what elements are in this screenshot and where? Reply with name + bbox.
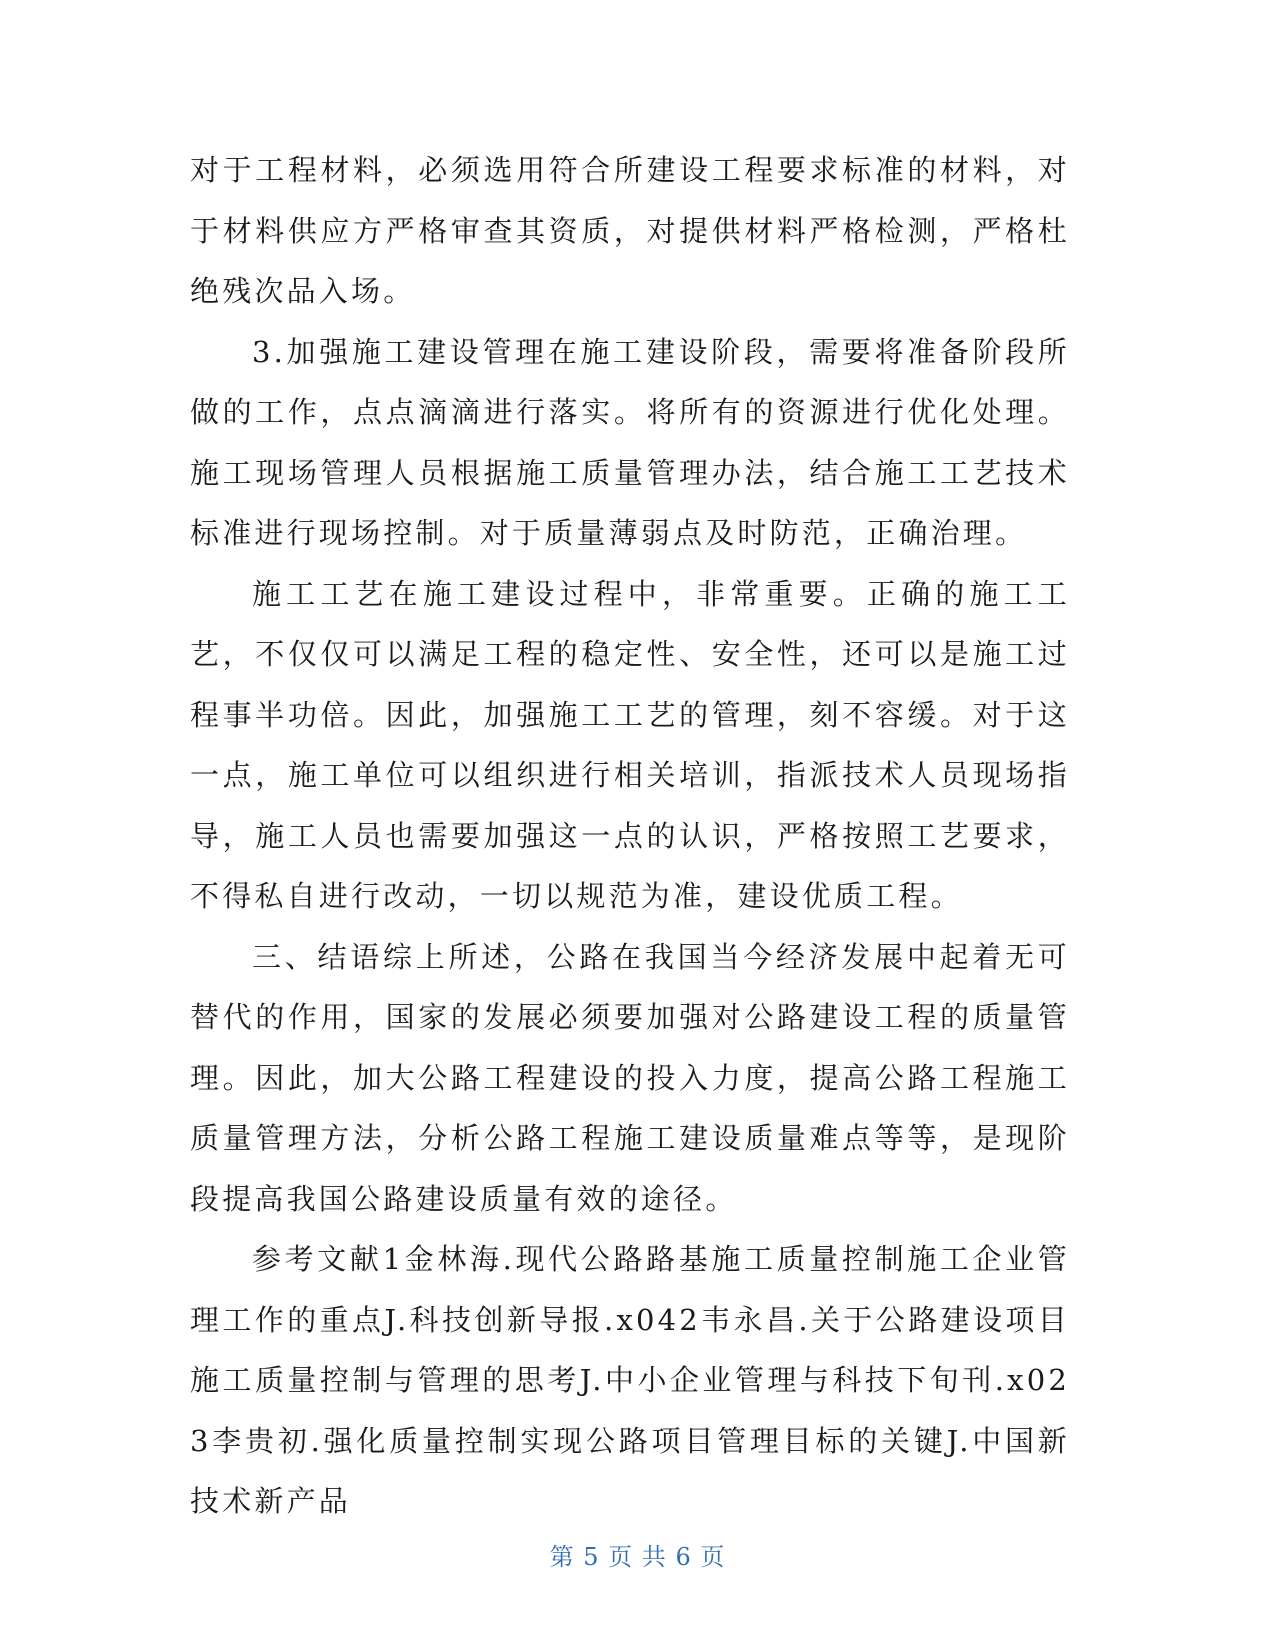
page-footer bbox=[0, 1537, 1275, 1572]
footer-prefix: 第 bbox=[549, 1543, 575, 1571]
paragraph-materials: 对于工程材料，必须选用符合所建设工程要求标准的材料，对于材料供应方严格审查其资质，对提供材料严格检测，严格杜绝残次品入场。 bbox=[190, 153, 1070, 308]
paragraph-construction-process: 施工工艺在施工建设过程中，非常重要。正确的施工工艺，不仅仅可以满足工程的稳定性、安全性，还可以是施工过程事半功倍。因此，加强施工工艺的管理，刻不容缓。对于这一点，施工单位可以组织进行相关培训，指派技术人员现场指导，施工人员也需要加强这一点的认识，严格按照工艺要求，不得私自进行改动，一切以规范为准，建设优质工程。 bbox=[190, 576, 1070, 913]
paragraph-references: 参考文献1金林海.现代公路路基施工质量控制施工企业管理工作的重点J.科技创新导报.x042韦永昌.关于公路建设项目施工质量控制与管理的思考J.中小企业管理与科技下旬刊.x023李贵初.强化质量控制实现公路项目管理目标的关键J.中国新技术新产品 bbox=[190, 1242, 1070, 1518]
footer-middle: 页 共 bbox=[608, 1543, 667, 1571]
footer-suffix: 页 bbox=[700, 1543, 726, 1571]
paragraph-construction-management: 3.加强施工建设管理在施工建设阶段，需要将准备阶段所做的工作，点点滴滴进行落实。将所有的资源进行优化处理。施工现场管理人员根据施工质量管理办法，结合施工工艺技术标准进行现场控制。对于质量薄弱点及时防范，正确治理。 bbox=[190, 334, 1070, 550]
footer-page-number: 5 bbox=[583, 1543, 600, 1571]
document-body bbox=[190, 140, 1070, 1532]
paragraph-conclusion: 三、结语综上所述，公路在我国当今经济发展中起着无可替代的作用，国家的发展必须要加强对公路建设工程的质量管理。因此，加大公路工程建设的投入力度，提高公路工程施工质量管理方法，分析公路工程施工建设质量难点等等，是现阶段提高我国公路建设质量有效的途径。 bbox=[190, 939, 1070, 1216]
footer-total-pages: 6 bbox=[675, 1543, 692, 1571]
